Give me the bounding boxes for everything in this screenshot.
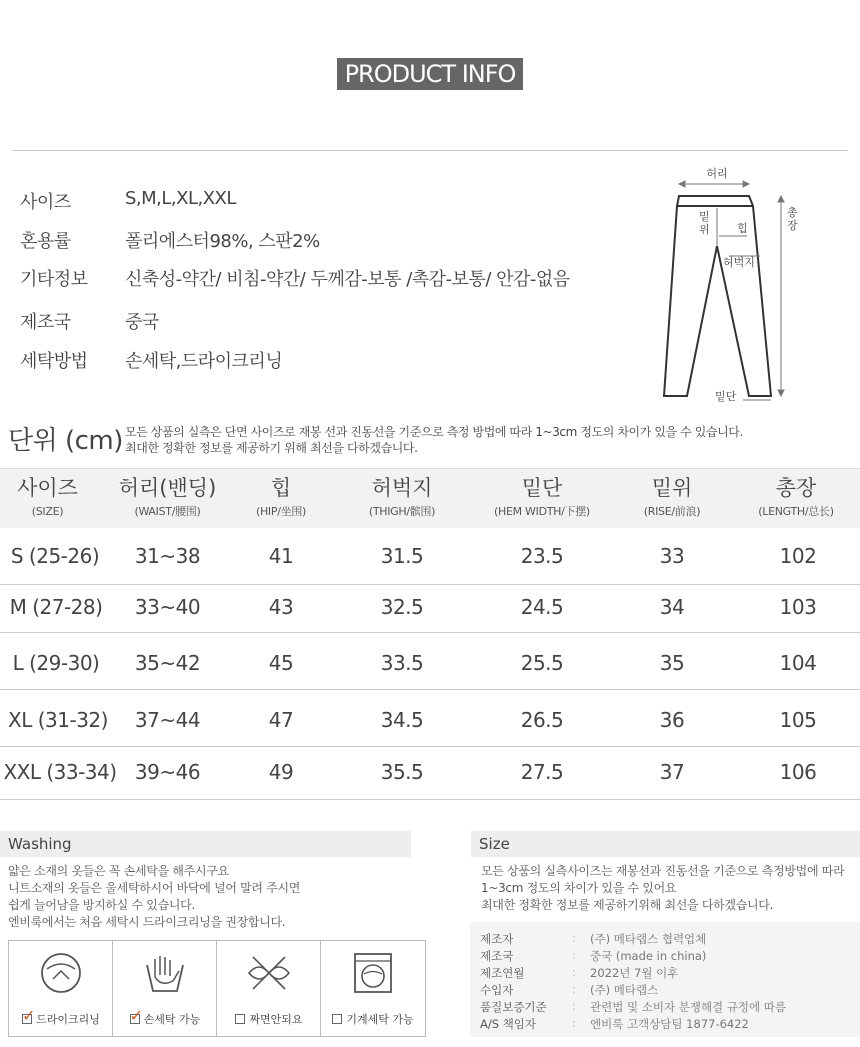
mfr-separator: : [572,931,576,945]
table-cell: L (29-30) [12,651,100,675]
info-value: S,M,L,XL,XXL [125,188,236,209]
table-cell: 104 [779,651,817,675]
mfr-separator: : [572,982,576,996]
table-cell: 35 [659,651,685,675]
length-label-bottom: 장 [787,219,798,232]
header-sub: (HEM WIDTH/下摆) [494,505,590,518]
mfr-label: 제조연월 [480,966,525,980]
table-cell: 23.5 [520,544,564,568]
table-cell: M (27-28) [9,595,103,619]
divider [12,150,848,151]
mfr-separator: : [572,965,576,979]
care-label [113,1011,217,1027]
care-label-text: 드라이크리닝 [36,1013,100,1026]
header-main: 밑단 [521,476,563,500]
unit-note-line: 최대한 정확한 정보를 제공하기 위해 최선을 다하겠습니다. [125,441,418,455]
table-cell: 34.5 [380,708,424,732]
unit-note-line: 모든 상품의 실측은 단면 사이즈로 재봉 선과 진동선을 기준으로 측정 방법에 따라 1~3cm 정도의 차이가 있을 수 있습니다. [125,425,743,439]
table-cell: 36 [659,708,685,732]
header-cell [612,469,732,520]
header-main: 사이즈 [17,476,78,500]
unit-title: 단위 (cm) [8,426,123,456]
mfr-label: 품질보증기준 [480,1000,547,1014]
info-value: 중국 [125,312,159,333]
info-label: 세탁방법 [20,351,88,372]
table-cell: 25.5 [520,651,564,675]
header-main: 힙 [270,476,292,500]
table-cell: XXL (33-34) [3,760,117,784]
table-row [0,585,860,633]
care-item-dry-clean [9,941,113,1036]
checkbox-icon [235,1014,245,1024]
header-sub: (RISE/前浪) [643,505,701,518]
info-value: 신축성-약간/ 비침-약간/ 두께감-보통 /촉감-보통/ 안감-없음 [125,269,570,290]
header-sub: (THIGH/髌围) [368,505,436,518]
table-row [0,747,860,800]
mfr-value: 2022년 7월 이후 [590,966,679,980]
mfr-label: 수입자 [480,983,514,997]
care-item-hand-wash [113,941,217,1036]
care-label-text: 기계세탁 가능 [346,1013,414,1026]
washing-line: 얇은 소재의 옷들은 꼭 손세탁을 해주시구요 [8,864,229,878]
care-label-text: 손세탁 가능 [143,1013,201,1026]
mfr-separator: : [572,999,576,1013]
page-title: PRODUCT INFO [337,58,523,90]
mfr-separator: : [572,948,576,962]
table-cell: XL (31-32) [8,708,108,732]
table-cell: 47 [268,708,294,732]
header-cell [732,469,860,520]
mfr-value: 엔비룩 고객상담팀 1877-6422 [590,1017,749,1031]
table-cell: 33~40 [134,595,201,619]
washing-text [8,863,300,931]
care-label [9,1011,113,1027]
header-cell [105,469,230,520]
table-cell: 45 [268,651,294,675]
size-note-text [481,863,844,914]
table-cell: 26.5 [520,708,564,732]
rise-label-top: 밑 [699,210,710,223]
care-label [217,1011,321,1027]
washing-line: 엔비룩에서는 처음 세탁시 드라이크리닝을 권장합니다. [8,915,286,929]
size-note-line: 모든 상품의 실측사이즈는 재봉선과 진동선을 기준으로 측정방법에 따라 [481,864,845,878]
header-cell [230,469,332,520]
washing-heading: Washing [0,831,411,857]
table-cell: 39~46 [134,760,201,784]
header-main: 밑위 [651,476,693,500]
length-label-top: 총 [787,206,798,219]
size-heading: Size [471,831,860,857]
table-cell: 41 [268,544,294,568]
header-sub: (HIP/坐围) [255,505,307,518]
manufacturer-info [470,922,860,1037]
table-cell: 32.5 [380,595,424,619]
no-wring-icon [247,951,291,995]
header-sub: (LENGTH/总长) [758,505,834,518]
mfr-label: 제조자 [480,932,514,946]
mfr-value: (주) 메타랩스 협력업체 [590,932,707,946]
table-cell: 105 [779,708,817,732]
hem-label: 밑단 [715,390,737,403]
table-cell: 31.5 [380,544,424,568]
hand-wash-icon [143,951,187,995]
table-cell: 33 [659,544,685,568]
header-main: 총장 [775,476,817,500]
unit-note [125,424,743,456]
table-cell: 49 [268,760,294,784]
mfr-value: (주) 메타랩스 [590,983,659,997]
table-cell: 37 [659,760,685,784]
dry-clean-icon [39,951,83,995]
table-cell: 31~38 [134,544,201,568]
header-cell [472,469,612,520]
size-table [0,468,860,800]
table-cell: 102 [779,544,817,568]
table-cell: 33.5 [380,651,424,675]
table-cell: 43 [268,595,294,619]
table-cell: 34 [659,595,685,619]
info-label: 혼용률 [20,231,71,252]
care-item-no-wring [217,941,321,1036]
size-note-line: 1~3cm 정도의 차이가 있을 수 있어요 [481,881,677,895]
table-header [0,468,860,528]
care-label [321,1011,425,1027]
header-main: 허벅지 [371,476,433,500]
waist-label: 허리 [706,167,728,180]
mfr-label: 제조국 [480,949,514,963]
thigh-label: 허벅지 [723,256,755,269]
table-row [0,690,860,747]
info-label: 제조국 [20,312,71,333]
checkbox-icon [332,1014,342,1024]
rise-label-bottom: 위 [699,223,710,236]
washing-line: 쉽게 늘어남을 방지하실 수 있습니다. [8,898,195,912]
washing-line: 니트소재의 옷들은 울세탁하시어 바닥에 널어 말려 주시면 [8,881,301,895]
mfr-value: 관련법 및 소비자 분쟁해결 규정에 따름 [590,1000,787,1014]
table-cell: 24.5 [520,595,564,619]
table-cell: 106 [779,760,817,784]
table-row [0,528,860,585]
table-cell: 37~44 [134,708,201,732]
mfr-separator: : [572,1016,576,1030]
info-value: 손세탁,드라이크리닝 [125,351,283,372]
pants-measurement-diagram [655,160,855,410]
header-cell [332,469,472,520]
info-label: 사이즈 [20,192,71,213]
mfr-label: A/S 책임자 [480,1017,537,1031]
checkbox-checked-icon [130,1014,140,1024]
info-value: 폴리에스터98%, 스판2% [125,231,320,252]
machine-wash-icon [351,951,395,995]
header-cell [0,469,95,520]
size-note-line: 최대한 정확한 정보를 제공하기위해 최선을 다하겠습니다. [481,898,774,912]
table-cell: S (25-26) [10,544,100,568]
table-cell: 35~42 [134,651,201,675]
mfr-value: 중국 (made in china) [590,949,707,963]
care-item-machine-wash [321,941,425,1036]
care-icons [8,940,426,1037]
header-sub: (SIZE) [31,505,64,518]
table-row [0,633,860,690]
checkbox-checked-icon [22,1014,32,1024]
table-cell: 27.5 [520,760,564,784]
header-main: 허리(밴딩) [118,476,217,500]
care-label-text: 짜면안되요 [249,1013,303,1026]
table-cell: 103 [779,595,817,619]
header-sub: (WAIST/腰围) [134,505,201,518]
table-cell: 35.5 [380,760,424,784]
info-label: 기타정보 [20,269,88,290]
hip-label: 힙 [737,222,748,235]
